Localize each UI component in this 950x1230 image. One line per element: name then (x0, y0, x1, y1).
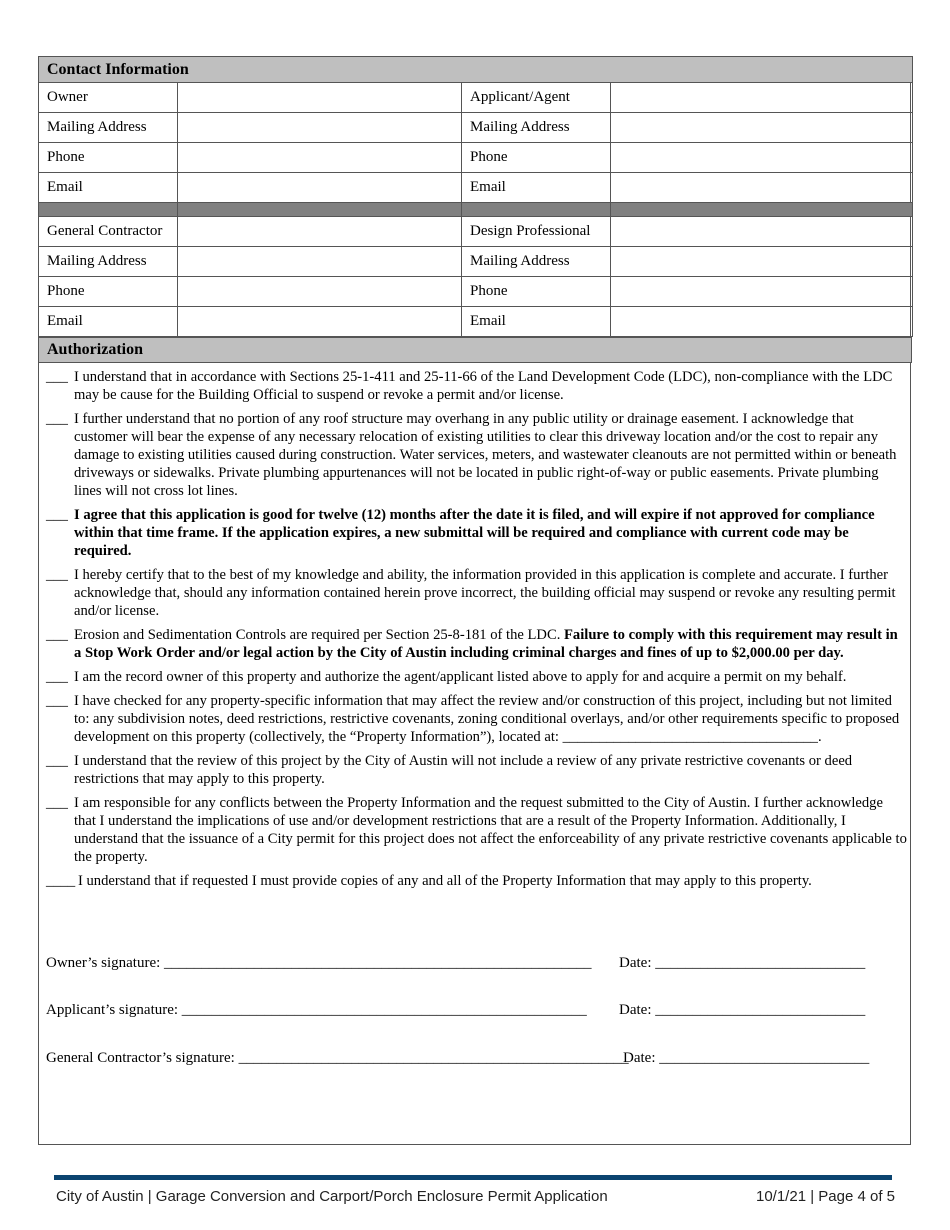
authorization-header: Authorization (38, 337, 912, 363)
contact-header: Contact Information (39, 57, 913, 83)
owner-email-field[interactable] (178, 173, 462, 203)
owner-label: Owner (39, 83, 178, 113)
divider-row (39, 203, 913, 217)
table-row (39, 173, 913, 203)
list-item (46, 410, 908, 500)
applicant-field[interactable] (611, 83, 913, 113)
contractor-field[interactable] (178, 217, 462, 247)
initial-blank[interactable]: ___ (46, 795, 68, 811)
contractor-phone-field[interactable] (178, 277, 462, 307)
design-email-label: Email (462, 307, 611, 337)
initial-blank[interactable]: ___ (46, 693, 68, 709)
design-professional-field[interactable] (611, 217, 913, 247)
initial-blank[interactable]: ___ (46, 753, 68, 769)
item-text: I am the record owner of this property and authorize the agent/applicant listed above to apply for and acquire a permit on my behalf. (74, 669, 847, 685)
item-text-plain: Erosion and Sedimentation Controls are required per Section 25-8-181 of the LDC. (74, 627, 564, 643)
initial-blank[interactable]: ___ (46, 411, 68, 427)
list-item (46, 872, 908, 890)
list-item (46, 506, 908, 560)
owner-email-label: Email (39, 173, 178, 203)
list-item (46, 368, 908, 404)
applicant-address-label: Mailing Address (462, 113, 611, 143)
owner-signature-label: Owner’s signature: _________________________________________________________ (46, 955, 592, 971)
applicant-signature-line[interactable] (46, 1002, 866, 1019)
list-item (46, 752, 908, 788)
design-phone-label: Phone (462, 277, 611, 307)
list-item (46, 626, 908, 662)
contractor-signature-line[interactable] (46, 1050, 870, 1067)
contractor-label: General Contractor (39, 217, 178, 247)
design-professional-label: Design Professional (462, 217, 611, 247)
item-text: I further understand that no portion of any roof structure may overhang in any public utility or drainage easement. I acknowledge that customer will bear the expense of any necessary relocation of existing utilities to clear this driveway location and/or the cost to repair any damage to existing utilities caused during construction. Water services, meters, and wastewater cleanouts are not permitted within or beneath driveways or sidewalks. Private plumbing appurtenances will not be located in public right-of-way or public easements. Private plumbing lines will not cross lot lines. (74, 411, 897, 499)
table-row (39, 83, 913, 113)
table-row (39, 247, 913, 277)
table-row (39, 143, 913, 173)
table-row (39, 113, 913, 143)
contractor-date-field[interactable]: Date: ____________________________ (623, 1050, 870, 1066)
initial-blank[interactable]: ____ (46, 873, 76, 889)
contractor-phone-label: Phone (39, 277, 178, 307)
initial-blank[interactable]: ___ (46, 369, 68, 385)
initial-blank[interactable]: ___ (46, 669, 68, 685)
item-text-bold: Failure to comply with this requirement may result in a Stop Work Order and/or legal action by the City of Austin including criminal charges and fines of up to $2,000.00 per day. (74, 627, 898, 661)
applicant-label: Applicant/Agent (462, 83, 611, 113)
page-number: 10/1/21 | Page 4 of 5 (755, 1188, 895, 1205)
initial-blank[interactable]: ___ (46, 567, 68, 583)
owner-phone-label: Phone (39, 143, 178, 173)
contractor-email-label: Email (39, 307, 178, 337)
authorization-list (46, 368, 908, 896)
owner-phone-field[interactable] (178, 143, 462, 173)
applicant-signature-label: Applicant’s signature: ______________________________________________________ (46, 1002, 587, 1018)
owner-field[interactable] (178, 83, 462, 113)
list-item (46, 692, 908, 746)
initial-blank[interactable]: ___ (46, 507, 68, 523)
applicant-address-field[interactable] (611, 113, 913, 143)
design-address-label: Mailing Address (462, 247, 611, 277)
owner-signature-line[interactable] (46, 955, 866, 972)
applicant-phone-label: Phone (462, 143, 611, 173)
item-text: I understand that the review of this project by the City of Austin will not include a review of any private restrictive covenants or deed restrictions that may apply to this property. (74, 753, 853, 787)
contractor-address-field[interactable] (178, 247, 462, 277)
item-text-bold: I agree that this application is good for twelve (12) months after the date it is filed, and will expire if not approved for compliance within that time frame. If the application expires, a new submittal will be required and compliance with current code may be required. (74, 507, 875, 559)
design-phone-field[interactable] (611, 277, 913, 307)
contact-table (38, 56, 913, 337)
owner-date-field[interactable]: Date: ____________________________ (619, 955, 866, 971)
applicant-phone-field[interactable] (611, 143, 913, 173)
owner-address-label: Mailing Address (39, 113, 178, 143)
contractor-address-label: Mailing Address (39, 247, 178, 277)
item-text: I hereby certify that to the best of my knowledge and ability, the information provided in this application is complete and accurate. I further acknowledge that, should any information contained herein prove incorrect, the building official may suspend or revoke any resulting permit and/or license. (74, 567, 896, 619)
footer-rule (54, 1175, 892, 1180)
item-text: I have checked for any property-specific information that may affect the review and/or construction of this project, including but not limited to: any subdivision notes, deed restrictions, restrictive covenants, zoning conditional overlays, and/or other requirements specific to proposed development on this property (collectively, the “Property Information”), located at: ___________________________________. (74, 693, 900, 745)
applicant-date-field[interactable]: Date: ____________________________ (619, 1002, 866, 1018)
applicant-email-label: Email (462, 173, 611, 203)
initial-blank[interactable]: ___ (46, 627, 68, 643)
owner-address-field[interactable] (178, 113, 462, 143)
design-email-field[interactable] (611, 307, 913, 337)
contractor-email-field[interactable] (178, 307, 462, 337)
footer-title: City of Austin | Garage Conversion and Carport/Porch Enclosure Permit Application (56, 1188, 608, 1205)
applicant-email-field[interactable] (611, 173, 913, 203)
table-row (39, 277, 913, 307)
item-text: I am responsible for any conflicts between the Property Information and the request submitted to the City of Austin. I further acknowledge that I understand the implications of use and/or development restrictions that are a result of the Property Information. Additionally, I understand that the issuance of a City permit for this project does not affect the enforceability of any private restrictive covenants applicable to the property. (74, 795, 907, 865)
table-row (39, 217, 913, 247)
list-item (46, 794, 908, 866)
item-text: I understand that if requested I must provide copies of any and all of the Property Information that may apply to this property. (78, 873, 812, 889)
table-row (39, 307, 913, 337)
item-text: I understand that in accordance with Sections 25-1-411 and 25-11-66 of the Land Development Code (LDC), non-compliance with the LDC may be cause for the Building Official to suspend or revoke a permit and/or license. (74, 369, 893, 403)
design-address-field[interactable] (611, 247, 913, 277)
item-text (74, 626, 908, 662)
list-item (46, 668, 908, 686)
contractor-signature-label: General Contractor’s signature: ____________________________________________________ (46, 1050, 629, 1066)
list-item (46, 566, 908, 620)
